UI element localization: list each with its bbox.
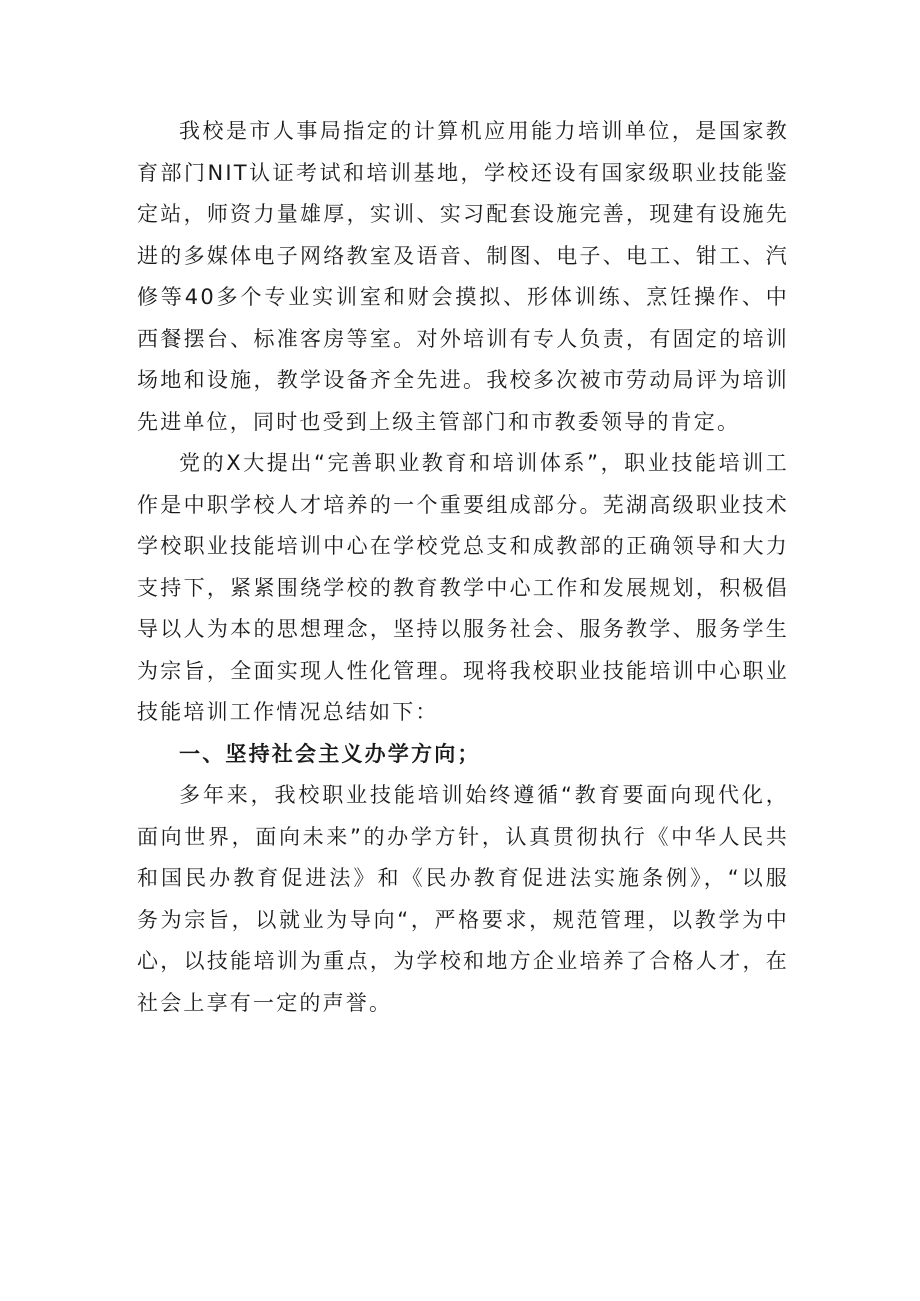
section-heading: 一、坚持社会主义办学方向； <box>179 741 481 766</box>
paragraph-school-direction: 多年来，我校职业技能培训始终遵循“教育要面向现代化，面向世界，面向未来”的办学方针，认真贯彻执行《中华人民共和国民办教育促进法》和《民办教育促进法实施条例》，“以服务为宗旨，以就业为导向“，严格要求，规范管理，以教学为中心，以技能培训为重点，为学校和地方企业培养了合格人才，在社会上享有一定的声誉。 <box>137 783 789 1015</box>
paragraph-training-unit: 我校是市人事局指定的计算机应用能力培训单位，是国家教育部门NIT认证考试和培训基地，学校还设有国家级职业技能鉴定站，师资力量雄厚，实训、实习配套设施完善，现建有设施先进的多媒体电子网络教室及语音、制图、电子、电工、钳工、汽修等40多个专业实训室和财会摸拟、形体训练、烹饪操作、中西餐摆台、标准客房等室。对外培训有专人负责，有固定的培训场地和设施，教学设备齐全先进。我校多次被市劳动局评为培训先进单位，同时也受到上级主管部门和市教委领导的肯定。 <box>137 119 789 434</box>
paragraph-vocational-training: 党的X大提出“完善职业教育和培训体系”，职业技能培训工作是中职学校人才培养的一个重要组成部分。芜湖高级职业技术学校职业技能培训中心在学校党总支和成教部的正确领导和大力支持下，紧紧围绕学校的教育教学中心工作和发展规划，积极倡导以人为本的思想理念，坚持以服务社会、服务教学、服务学生为宗旨，全面实现人性化管理。现将我校职业技能培训中心职业技能培训工作情况总结如下： <box>137 451 789 724</box>
document-body <box>137 111 789 1024</box>
